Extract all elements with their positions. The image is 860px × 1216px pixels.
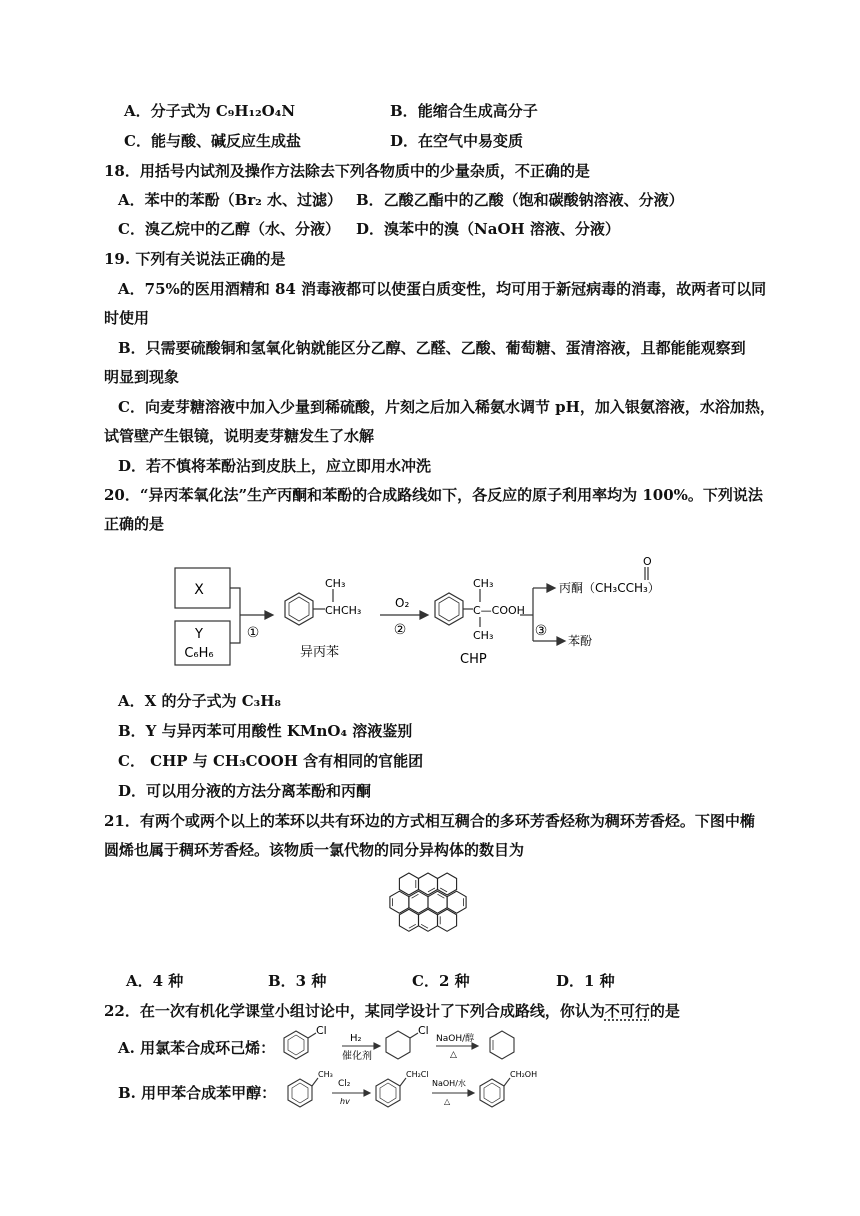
- q20-option-a: A．X 的分子式为 C₃H₈: [118, 692, 281, 710]
- benzyl-chloride-group: CH₂Cl: [406, 1070, 429, 1079]
- reagent-catalyst: 催化剂: [342, 1051, 372, 1062]
- q22-route-b: [280, 1066, 550, 1116]
- q19-option-a-line2: 时使用: [104, 309, 150, 327]
- reagent-naoh-alcohol: NaOH/醇: [436, 1034, 475, 1044]
- q20-option-c: C． CHP 与 CH₃COOH 含有相同的官能团: [118, 752, 424, 770]
- q18-stem: 18．用括号内试剂及操作方法除去下列各物质中的少量杂质，不正确的是: [104, 162, 590, 180]
- box-y-formula: C₆H₆: [184, 646, 214, 661]
- cl-label-1: Cl: [316, 1024, 327, 1037]
- q18-option-a: A．苯中的苯酚（Br₂ 水、过滤）: [118, 191, 343, 209]
- q17-option-d: D．在空气中易变质: [390, 132, 524, 150]
- q21-option-d: D．1 种: [556, 972, 615, 990]
- q17-option-a: A．分子式为 C₉H₁₂O₄N: [124, 102, 296, 120]
- reagent-naoh-water: NaOH/水: [432, 1079, 466, 1088]
- q20-option-d: D．可以用分液的方法分离苯酚和丙酮: [118, 782, 372, 800]
- q18-option-d: D．溴苯中的溴（NaOH 溶液、分液）: [356, 220, 620, 238]
- q19-option-a-line1: A．75%的医用酒精和 84 消毒液都可以使蛋白质变性，均可用于新冠病毒的消毒，故两者可以同: [118, 280, 767, 298]
- q22-stem: 22．在一次有机化学课堂小组讨论中，某同学设计了下列合成路线，你认为不可行的是: [104, 1002, 680, 1020]
- isopropyl-ch3: CH₃: [325, 577, 346, 590]
- step-2-label: ②: [393, 622, 407, 638]
- q21-polycyclic-structure: [360, 862, 496, 964]
- q17-option-b: B．能缩合生成高分子: [390, 102, 538, 120]
- q17-option-c: C．能与酸、碱反应生成盐: [124, 132, 301, 150]
- toluene-ch3: CH₃: [318, 1070, 333, 1079]
- q21-option-a: A．4 种: [126, 972, 184, 990]
- reagent-heat-a: △: [450, 1050, 457, 1060]
- step-3-label: ③: [534, 623, 548, 639]
- q20-stem-line1: 20．“异丙苯氧化法”生产丙酮和苯酚的合成路线如下，各反应的原子利用率均为 100%。下列说法: [104, 486, 763, 504]
- q22-route-a: [270, 1022, 530, 1072]
- q22-emphasis: 不可行: [604, 1002, 650, 1020]
- box-x-label: X: [194, 582, 204, 598]
- reagent-heat-b: △: [444, 1097, 451, 1106]
- box-y-label: Y: [195, 627, 203, 642]
- chp-ch3-top: CH₃: [473, 577, 494, 590]
- step-1-label: ①: [246, 625, 260, 641]
- q19-option-d: D．若不慎将苯酚沾到皮肤上，应立即用水冲洗: [118, 457, 432, 475]
- q20-stem-line2: 正确的是: [104, 515, 165, 533]
- q20-synthesis-scheme: [165, 553, 705, 678]
- q21-stem-line1: 21．有两个或两个以上的苯环以共有环边的方式相互稠合的多环芳香烃称为稠环芳香烃。下图中椭: [104, 812, 755, 830]
- acetone-oxygen: O: [643, 555, 652, 568]
- q20-option-b: B．Y 与异丙苯可用酸性 KMnO₄ 溶液鉴别: [118, 722, 413, 740]
- product-phenol: 苯酚: [568, 634, 593, 648]
- q18-option-c: C．溴乙烷中的乙醇（水、分液）: [118, 220, 340, 238]
- benzyl-alcohol-group: CH₂OH: [510, 1070, 538, 1079]
- q21-option-c: C．2 种: [412, 972, 470, 990]
- isopropyl-chch3: CHCH₃: [325, 604, 362, 617]
- name-cumene: 异丙苯: [300, 645, 340, 660]
- q19-stem: 19. 下列有关说法正确的是: [104, 250, 286, 268]
- q19-option-b-line2: 明显到现象: [104, 368, 180, 386]
- chp-ch3-bottom: CH₃: [473, 629, 494, 642]
- q19-option-c-line2: 试管壁产生银镜，说明麦芽糖发生了水解: [104, 427, 375, 445]
- q19-option-b-line1: B．只需要硫酸铜和氢氧化钠就能区分乙醇、乙醛、乙酸、葡萄糖、蛋清溶液，且都能能观察到: [118, 339, 746, 357]
- q22-option-b: B. 用甲苯合成苯甲醇：: [118, 1084, 277, 1102]
- reagent-h2: H₂: [350, 1033, 362, 1044]
- q21-stem-line2: 圆烯也属于稠环芳香烃。该物质一氯代物的同分异构体的数目为: [104, 841, 525, 859]
- q18-option-b: B．乙酸乙酯中的乙酸（饱和碳酸钠溶液、分液）: [356, 191, 684, 209]
- product-acetone: 丙酮（CH₃CCH₃）: [559, 581, 660, 595]
- q21-option-b: B．3 种: [268, 972, 327, 990]
- reagent-o2: O₂: [395, 596, 410, 610]
- q22-option-a: A. 用氯苯合成环己烯：: [118, 1039, 276, 1057]
- cl-label-2: Cl: [418, 1024, 429, 1037]
- reagent-hv: hv: [340, 1097, 350, 1106]
- chp-c-cooh: C—COOH: [473, 604, 525, 617]
- reagent-cl2: Cl₂: [338, 1079, 351, 1089]
- name-chp: CHP: [460, 652, 487, 667]
- q19-option-c-line1: C．向麦芽糖溶液中加入少量到稀硫酸，片刻之后加入稀氨水调节 pH，加入银氨溶液，水浴加热，: [118, 398, 775, 416]
